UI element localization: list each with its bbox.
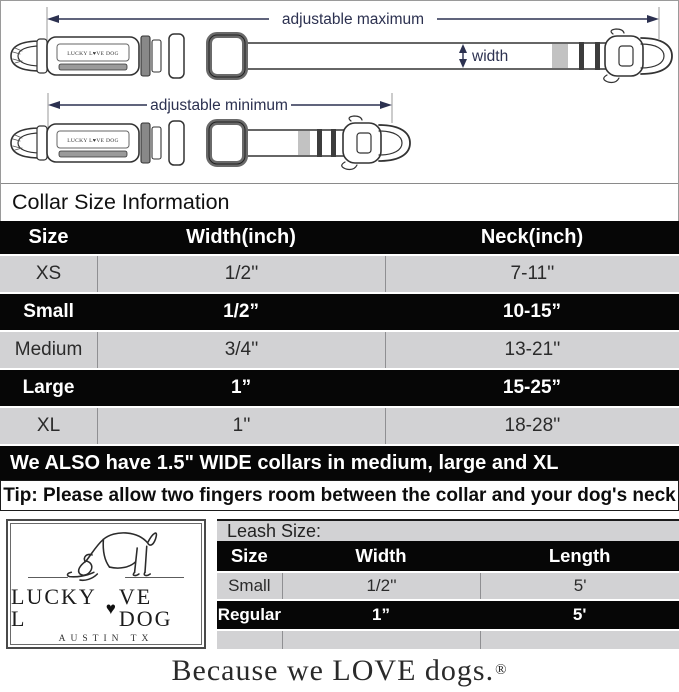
table-row [0, 408, 679, 444]
leash-size-table [217, 541, 679, 649]
table-row [217, 631, 679, 649]
cell-width: 1” [231, 377, 252, 398]
collar-size-table [0, 221, 679, 444]
table-row [217, 573, 679, 599]
brand-logo-box [6, 519, 206, 649]
cell-size: XS [35, 263, 62, 284]
collar-header-width: Width(inch) [186, 226, 296, 248]
adjustable-maximum-label: adjustable maximum [281, 11, 425, 28]
cell-size: Small [228, 576, 271, 595]
collar-size-heading: Collar Size Information [12, 190, 230, 214]
cell-neck: 10-15” [502, 301, 562, 322]
cell-width: 1/2” [223, 301, 259, 322]
collar-diagram-svg [1, 1, 678, 183]
leash-header-size: Size [230, 545, 268, 566]
heart-icon: ♥ [105, 598, 118, 618]
table-row [0, 256, 679, 292]
table-row [0, 370, 679, 406]
cell-size [217, 631, 282, 649]
cell-size: Regular [217, 605, 281, 624]
registered-mark: ® [495, 662, 508, 678]
cell-width: 1/2'' [282, 573, 481, 599]
logo-text-suffix: VE DOG [118, 584, 173, 631]
collar-table-header [0, 221, 679, 254]
buckle-brand-label: LUCKY L♥VE DOG [67, 51, 119, 57]
cell-length: 5' [572, 605, 587, 624]
wide-collar-banner: We ALSO have 1.5" WIDE collars in medium, large and XL [0, 446, 679, 480]
fitting-tip: Tip: Please allow two fingers room between the collar and your dog's neck [0, 480, 679, 511]
cell-neck: 18-28'' [385, 408, 679, 444]
cell-size: Small [23, 301, 74, 322]
leash-section [217, 519, 679, 649]
logo-wordmark [11, 586, 201, 630]
brand-tagline [0, 649, 679, 692]
collar-header-neck: Neck(inch) [480, 226, 584, 248]
cell-size: Large [22, 377, 75, 398]
collar-header-size: Size [28, 226, 69, 248]
leash-table-header [217, 541, 679, 571]
cell-width: 1” [372, 605, 390, 624]
leash-size-heading: Leash Size: [217, 519, 679, 541]
cell-neck: 15-25” [502, 377, 562, 398]
cell-size: XL [36, 415, 61, 436]
cell-width: 1'' [97, 408, 385, 444]
table-row [217, 601, 679, 629]
cell-size: Medium [14, 339, 83, 360]
cell-width: 3/4'' [97, 332, 385, 368]
buckle-brand-label: LUCKY L♥VE DOG [67, 138, 119, 144]
table-row [0, 332, 679, 368]
width-label: width [472, 48, 509, 65]
cell-neck: 13-21'' [385, 332, 679, 368]
cell-width: 1/2'' [97, 256, 385, 292]
brand-logo-inner [10, 523, 202, 645]
bottom-section [0, 519, 679, 649]
collar-diagram [1, 1, 678, 184]
leash-header-width: Width [355, 545, 407, 566]
cell-width [282, 631, 481, 649]
cell-length [480, 631, 679, 649]
logo-text-prefix: LUCKY L [11, 584, 96, 631]
tagline-text: Because we LOVE dogs. [171, 653, 495, 687]
table-row [0, 294, 679, 330]
logo-location: AUSTIN TX [58, 634, 154, 644]
adjustable-minimum-label: adjustable minimum [150, 97, 288, 114]
cell-length: 5' [480, 573, 679, 599]
leash-header-length: Length [548, 545, 611, 566]
cell-neck: 7-11'' [385, 256, 679, 292]
top-frame [0, 0, 679, 221]
